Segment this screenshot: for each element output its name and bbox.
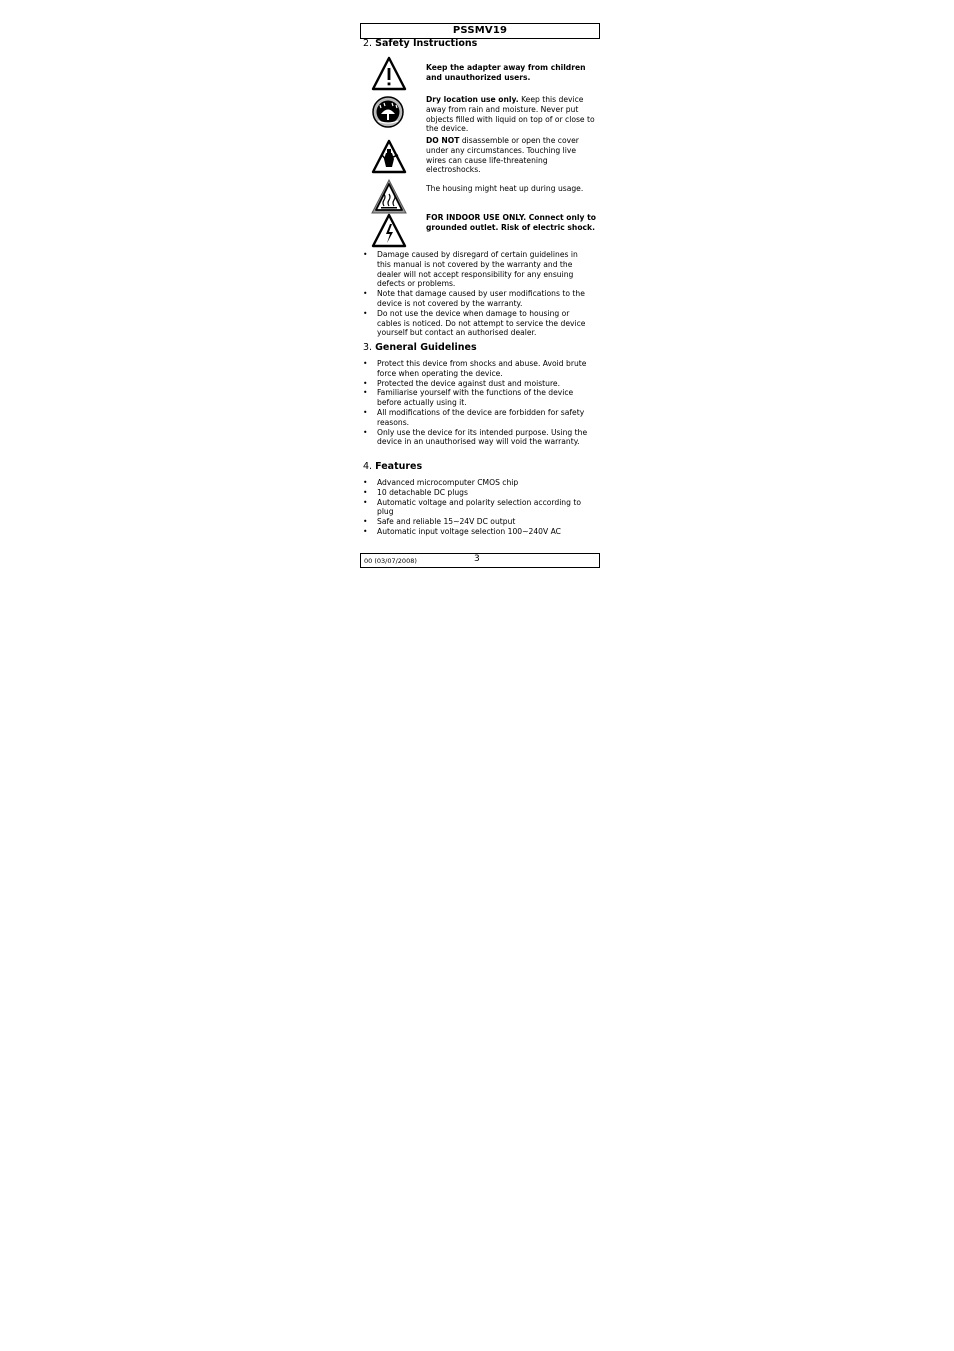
list-item-text: Familiarise yourself with the functions of the device before actually using it. <box>377 388 574 408</box>
section-heading-general <box>363 342 477 354</box>
features-bullet-list <box>360 478 600 537</box>
electric-shock-icon <box>371 213 407 249</box>
list-item <box>360 428 593 448</box>
dry-location-icon <box>372 95 408 131</box>
list-item <box>360 488 593 498</box>
list-item-text: Damage caused by disregard of certain guidelines in this manual is not covered by the warranty and the dealer will not accept responsibility for any ensuing defects or problems. <box>377 250 578 289</box>
list-item <box>360 408 593 428</box>
section-number: 2. <box>363 38 373 49</box>
safety-bullet-list <box>360 250 600 338</box>
bullet-icon: • <box>363 517 368 527</box>
list-item-text: All modifications of the device are forbidden for safety reasons. <box>377 407 585 427</box>
bullet-icon: • <box>363 478 368 487</box>
list-item-text: 10 detachable DC plugs <box>377 487 468 497</box>
warning-text <box>426 136 596 175</box>
bullet-icon: • <box>363 359 368 368</box>
bullet-icon: • <box>363 427 368 437</box>
list-item-text: Do not use the device when damage to housing or cables is noticed. Do not attempt to service the device yourself but contact an authorised dealer. <box>377 308 586 338</box>
general-bullet-list <box>360 359 600 447</box>
bullet-icon: • <box>363 308 368 318</box>
hot-surface-icon <box>371 179 407 215</box>
warning-bold-text: Dry location use only. <box>426 95 519 104</box>
page-number: 3 <box>474 554 480 564</box>
bullet-icon: • <box>363 388 368 398</box>
bullet-icon: • <box>363 407 368 417</box>
section-number: 4. <box>363 461 373 472</box>
section-number: 3. <box>363 342 373 353</box>
model-header: PSSMV19 <box>360 23 600 39</box>
list-item <box>360 379 593 389</box>
list-item <box>360 250 593 289</box>
exclamation-warning-icon <box>371 56 407 92</box>
warning-body-text: Keep this device away from rain and moisture. Never put objects filled with liquid on top of or close to the device. <box>426 95 595 134</box>
section-title: General Guidelines <box>375 342 477 353</box>
list-item <box>360 517 593 527</box>
warning-text <box>426 213 596 233</box>
list-item <box>360 289 593 309</box>
bullet-icon: • <box>363 289 368 299</box>
section-heading-features <box>363 461 422 473</box>
list-item-text: Protect this device from shocks and abuse. Avoid brute force when operating the device. <box>377 359 587 378</box>
list-item <box>360 478 593 488</box>
list-item-text: Advanced microcomputer CMOS chip <box>377 478 519 487</box>
list-item <box>360 388 593 408</box>
list-item-text: Automatic input voltage selection 100~240V AC <box>377 526 561 536</box>
page-footer <box>360 553 600 568</box>
section-title: Features <box>375 461 423 472</box>
list-item <box>360 309 593 338</box>
bullet-icon: • <box>363 497 368 507</box>
footer-date: 00 (03/07/2008) <box>364 557 417 565</box>
warning-body-text: The housing might heat up during usage. <box>426 184 584 193</box>
warning-bold-text: Keep the adapter away from children and unauthorized users. <box>426 63 586 82</box>
warning-text <box>426 95 596 134</box>
warning-bold-text: DO NOT <box>426 136 460 145</box>
list-item-text: Safe and reliable 15~24V DC output <box>377 517 516 527</box>
bullet-icon: • <box>363 250 368 259</box>
warning-text <box>426 184 596 194</box>
list-item <box>360 359 593 379</box>
list-item <box>360 498 593 518</box>
do-not-disassemble-icon <box>371 139 407 175</box>
bullet-icon: • <box>363 378 368 388</box>
warning-text <box>426 63 596 83</box>
list-item-text: Automatic voltage and polarity selection according to plug <box>377 497 581 517</box>
list-item <box>360 527 593 537</box>
section-heading-safety <box>363 38 477 50</box>
list-item-text: Note that damage caused by user modifications to the device is not covered by the warranty. <box>377 289 585 308</box>
bullet-icon: • <box>363 487 368 497</box>
warning-bold-text: FOR INDOOR USE ONLY. Connect only to grounded outlet. Risk of electric shock. <box>426 213 596 232</box>
bullet-icon: • <box>363 526 368 536</box>
section-title: Safety Instructions <box>375 38 478 49</box>
warning-body-text: disassemble or open the cover under any circumstances. Touching live wires can cause life-threatening electroshocks. <box>426 136 579 175</box>
list-item-text: Only use the device for its intended purpose. Using the device in an unauthorised way will void the warranty. <box>377 427 588 447</box>
list-item-text: Protected the device against dust and moisture. <box>377 378 561 388</box>
